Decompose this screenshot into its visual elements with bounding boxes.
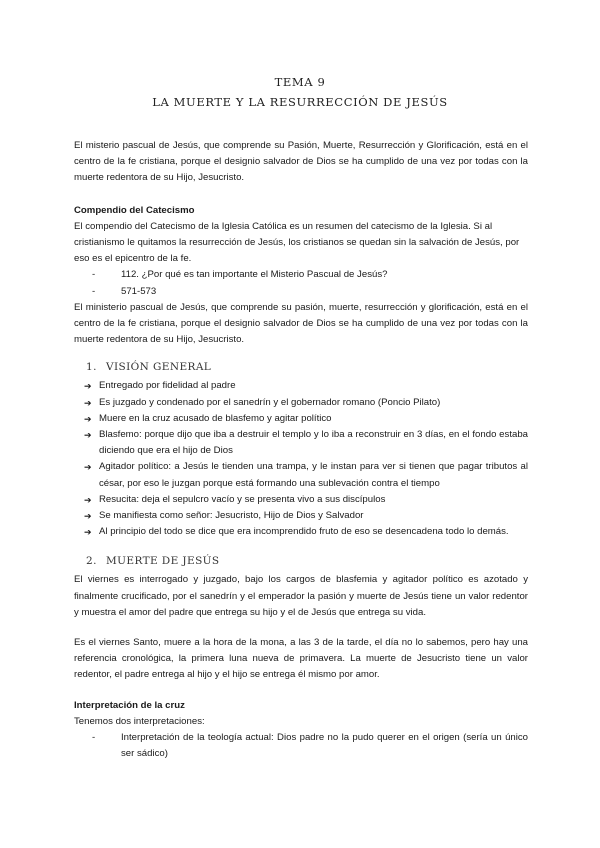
muerte-paragraph-1: El viernes es interrogado y juzgado, bajo los cargos de blasfemia y agitador político es azotado y finalmente crucificado, por el sanedrín y el emperador la pasión y muerte de Jesús tiene un valor redentor y muestra el amor del padre que entrega su hijo y el de Jesús que entrega su vida. [74, 574, 528, 618]
arrow-right-icon: ➔ [84, 381, 92, 392]
interpretacion-list [74, 730, 528, 762]
document-body [74, 138, 528, 763]
arrow-right-icon: ➔ [84, 511, 92, 522]
list-item: ➔ Agitador político: a Jesús le tienden una trampa, y le instan para ver si tienen que pagar tributos al césar, por eso le juzgan porque está formando una sublevación contra el tiempo [84, 461, 528, 489]
list-item: ➔ Entregado por fidelidad al padre [84, 378, 528, 394]
compendio-text: El compendio del Catecismo de la Iglesia Católica es un resumen del catecismo de la Iglesia. Si al cristianismo le quitamos la resurrección de Jesús, los cristianos se quedan sin la salvación de Jesús, por eso es el epicentro de la fe. [74, 220, 520, 265]
list-item: ➔ Muere en la cruz acusado de blasfemo y agitar político [84, 411, 528, 427]
section-1-number: 1. [86, 361, 97, 374]
page-title: TEMA 9 [274, 75, 326, 89]
list-item: ➔ Blasfemo: porque dijo que iba a destruir el templo y lo iba a reconstruir en 3 días, en el fondo estaba diciendo que era el hijo de Dios [84, 429, 528, 457]
arrow-right-icon: ➔ [84, 494, 92, 505]
compendio-list [74, 267, 528, 299]
arrow-right-icon: ➔ [84, 413, 92, 424]
section-2-heading [86, 552, 528, 570]
compendio-text-2: El ministerio pascual de Jesús, que comprende su pasión, muerte, resurrección y glorificación, está en el centro de la fe cristiana, porque el designio salvador de Dios se ha cumplido de una vez por todas con la muerte redentora de su Hijo, Jesucristo. [74, 301, 528, 346]
section-2-number: 2. [86, 555, 97, 568]
arrow-right-icon: ➔ [84, 397, 92, 408]
arrow-right-icon: ➔ [84, 462, 92, 473]
arrow-right-icon: ➔ [84, 527, 92, 538]
section-1-title: VISIÓN GENERAL [106, 361, 212, 374]
section-1-heading [86, 358, 528, 376]
vision-general-list [74, 378, 528, 540]
interpretacion-heading: Interpretación de la cruz [74, 699, 185, 711]
compendio-heading: Compendio del Catecismo [74, 204, 195, 216]
list-item: ➔ Al principio del todo se dice que era incomprendido fruto de eso se desencadena todo lo demás. [84, 524, 528, 540]
page-subtitle: LA MUERTE Y LA RESURRECCIÓN DE JESÚS [152, 95, 448, 109]
list-item: ➔ Resucita: deja el sepulcro vacío y se presenta vivo a sus discípulos [84, 492, 528, 508]
muerte-paragraph-2: Es el viernes Santo, muere a la hora de la mona, a las 3 de la tarde, el día no lo sabemos, pero hay una referencia cronológica, la primera luna nueva de primavera. La muerte de Jesucristo tiene un valor redentor, el padre entrega al hijo y el hijo se entrega él mismo por amor. [74, 637, 528, 681]
section-2-title: MUERTE DE JESÚS [106, 555, 220, 568]
list-item: ➔ Se manifiesta como señor: Jesucristo, Hijo de Dios y Salvador [84, 508, 528, 524]
interpretacion-intro: Tenemos dos interpretaciones: [74, 715, 205, 727]
intro-paragraph: El misterio pascual de Jesús, que comprende su Pasión, Muerte, Resurrección y Glorificación, está en el centro de la fe cristiana, porque el designio salvador de Dios se ha cumplido de una vez por todas con la muerte redentora de su Hijo, Jesucristo. [74, 140, 528, 184]
list-item: - Interpretación de la teología actual: Dios padre no la pudo querer en el origen (sería un único ser sádico) [92, 730, 528, 762]
list-item: ➔ Es juzgado y condenado por el sanedrín y el gobernador romano (Poncio Pilato) [84, 395, 528, 411]
list-item: - 571-573 [92, 284, 528, 300]
list-item: - 112. ¿Por qué es tan importante el Misterio Pascual de Jesús? [92, 267, 528, 283]
arrow-right-icon: ➔ [84, 430, 92, 441]
